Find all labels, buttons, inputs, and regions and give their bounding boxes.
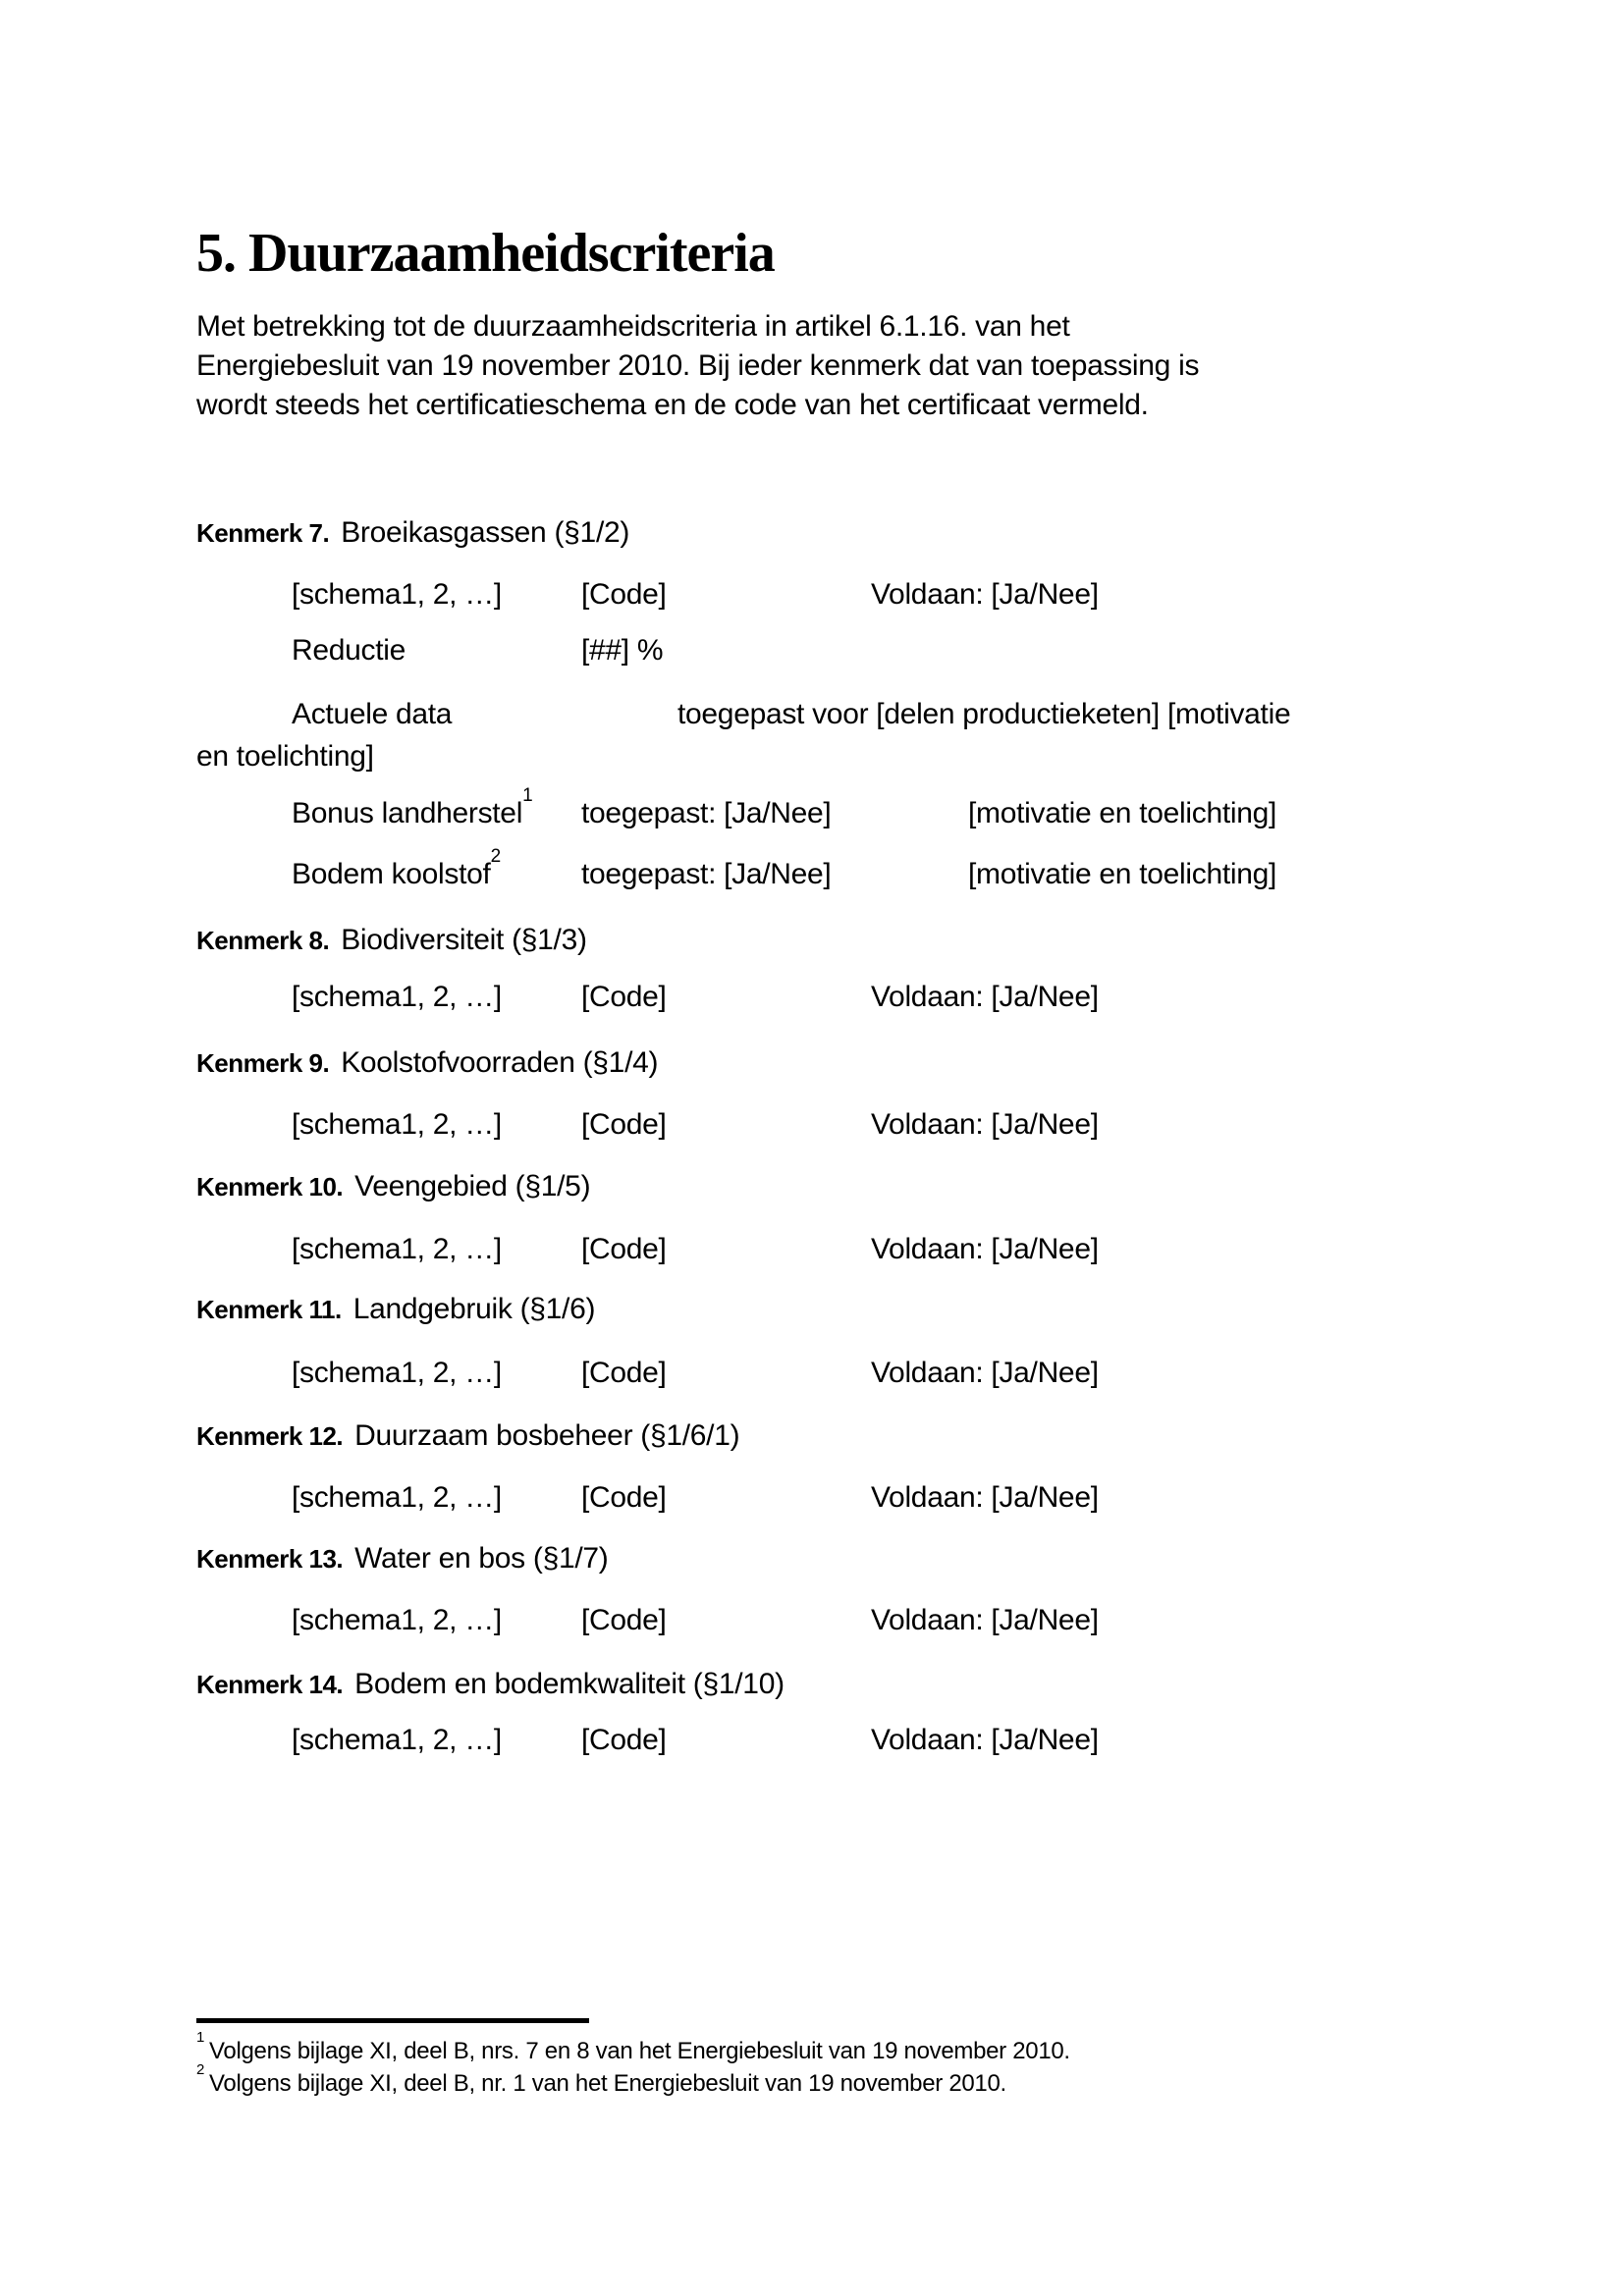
code-placeholder: [Code] bbox=[581, 1233, 667, 1265]
kenmerk-10-heading bbox=[196, 1167, 590, 1206]
voldaan-placeholder: Voldaan: [Ja/Nee] bbox=[871, 578, 1099, 611]
kenmerk-7-bonus-landherstel-row bbox=[196, 785, 1428, 833]
kenmerk-14-schema-row bbox=[196, 1721, 1428, 1760]
code-placeholder: [Code] bbox=[581, 1481, 667, 1514]
kenmerk-8-name: Biodiversiteit (§1/3) bbox=[341, 924, 587, 956]
schema-placeholder: [schema1, 2, …] bbox=[292, 1357, 502, 1389]
kenmerk-7-heading bbox=[196, 513, 629, 553]
schema-placeholder: [schema1, 2, …] bbox=[292, 1481, 502, 1514]
actuele-data-label: Actuele data bbox=[292, 698, 453, 730]
code-placeholder: [Code] bbox=[581, 578, 667, 611]
voldaan-placeholder: Voldaan: [Ja/Nee] bbox=[871, 1108, 1099, 1141]
voldaan-placeholder: Voldaan: [Ja/Nee] bbox=[871, 981, 1099, 1013]
schema-placeholder: [schema1, 2, …] bbox=[292, 1604, 502, 1636]
reductie-label: Reductie bbox=[292, 634, 406, 667]
footnote-2 bbox=[196, 2061, 1006, 2100]
kenmerk-12-label: Kenmerk 12. bbox=[196, 1421, 344, 1451]
kenmerk-7-label: Kenmerk 7. bbox=[196, 518, 330, 548]
kenmerk-12-schema-row bbox=[196, 1478, 1428, 1518]
voldaan-placeholder: Voldaan: [Ja/Nee] bbox=[871, 1481, 1099, 1514]
voldaan-placeholder: Voldaan: [Ja/Nee] bbox=[871, 1357, 1099, 1389]
footnote-2-text: Volgens bijlage XI, deel B, nr. 1 van het Energiebesluit van 19 november 2010. bbox=[209, 2070, 1006, 2097]
kenmerk-13-label: Kenmerk 13. bbox=[196, 1544, 344, 1574]
code-placeholder: [Code] bbox=[581, 981, 667, 1013]
kenmerk-9-label: Kenmerk 9. bbox=[196, 1048, 330, 1078]
intro-line-2: Energiebesluit van 19 november 2010. Bij ieder kenmerk dat van toepassing is bbox=[196, 349, 1200, 382]
schema-placeholder: [schema1, 2, …] bbox=[292, 578, 502, 611]
reductie-value: [##] % bbox=[581, 634, 664, 667]
bonus-landherstel-label: Bonus landherstel$^1$ bbox=[292, 785, 533, 829]
kenmerk-12-name: Duurzaam bosbeheer (§1/6/1) bbox=[354, 1419, 740, 1452]
kenmerk-8-label: Kenmerk 8. bbox=[196, 926, 330, 955]
kenmerk-10-label: Kenmerk 10. bbox=[196, 1172, 344, 1201]
kenmerk-9-name: Koolstofvoorraden (§1/4) bbox=[341, 1046, 659, 1079]
kenmerk-7-actuele-data-row bbox=[196, 695, 1428, 734]
kenmerk-13-heading bbox=[196, 1539, 608, 1578]
footnote-ref-1: 1 bbox=[522, 785, 533, 806]
actuele-data-wrap-line: en toelichting] bbox=[196, 740, 374, 773]
kenmerk-11-heading bbox=[196, 1290, 595, 1329]
bonus-landherstel-value: toegepast: [Ja/Nee] bbox=[581, 797, 832, 829]
schema-placeholder: [schema1, 2, …] bbox=[292, 1233, 502, 1265]
voldaan-placeholder: Voldaan: [Ja/Nee] bbox=[871, 1233, 1099, 1265]
kenmerk-14-name: Bodem en bodemkwaliteit (§1/10) bbox=[354, 1668, 785, 1700]
kenmerk-7-name: Broeikasgassen (§1/2) bbox=[341, 516, 630, 549]
kenmerk-8-schema-row bbox=[196, 978, 1428, 1017]
kenmerk-10-schema-row bbox=[196, 1230, 1428, 1269]
footnote-2-marker: 2 bbox=[196, 2061, 205, 2078]
voldaan-placeholder: Voldaan: [Ja/Nee] bbox=[871, 1604, 1099, 1636]
kenmerk-10-name: Veengebied (§1/5) bbox=[354, 1170, 591, 1202]
code-placeholder: [Code] bbox=[581, 1724, 667, 1756]
actuele-data-value: toegepast voor [delen productieketen] [motivatie bbox=[677, 698, 1291, 730]
schema-placeholder: [schema1, 2, …] bbox=[292, 1724, 502, 1756]
kenmerk-13-name: Water en bos (§1/7) bbox=[354, 1542, 609, 1575]
voldaan-placeholder: Voldaan: [Ja/Nee] bbox=[871, 1724, 1099, 1756]
schema-placeholder: [schema1, 2, …] bbox=[292, 1108, 502, 1141]
kenmerk-13-schema-row bbox=[196, 1601, 1428, 1640]
intro-line-3: wordt steeds het certificatieschema en de code van het certificaat vermeld. bbox=[196, 389, 1149, 421]
intro-line-1: Met betrekking tot de duurzaamheidscriteria in artikel 6.1.16. van het bbox=[196, 310, 1070, 343]
footnote-1-marker: 1 bbox=[196, 2029, 205, 2046]
kenmerk-14-heading bbox=[196, 1665, 785, 1704]
kenmerk-8-heading bbox=[196, 921, 587, 960]
code-placeholder: [Code] bbox=[581, 1604, 667, 1636]
kenmerk-7-schema-row bbox=[196, 575, 1428, 614]
footnote-separator bbox=[196, 2018, 589, 2023]
code-placeholder: [Code] bbox=[581, 1357, 667, 1389]
page-title: 5. Duurzaamheidscriteria bbox=[196, 222, 775, 284]
kenmerk-14-label: Kenmerk 14. bbox=[196, 1670, 344, 1699]
footnote-1 bbox=[196, 2029, 1070, 2067]
code-placeholder: [Code] bbox=[581, 1108, 667, 1141]
bodem-koolstof-label: Bodem koolstof$^2$ bbox=[292, 846, 501, 890]
kenmerk-9-schema-row bbox=[196, 1105, 1428, 1145]
kenmerk-12-heading bbox=[196, 1416, 739, 1456]
kenmerk-7-bodem-koolstof-row bbox=[196, 846, 1428, 894]
bodem-koolstof-value: toegepast: [Ja/Nee] bbox=[581, 858, 832, 890]
kenmerk-9-heading bbox=[196, 1043, 658, 1083]
schema-placeholder: [schema1, 2, …] bbox=[292, 981, 502, 1013]
footnote-1-text: Volgens bijlage XI, deel B, nrs. 7 en 8 van het Energiebesluit van 19 november 2010. bbox=[209, 2038, 1070, 2064]
bonus-landherstel-note: [motivatie en toelichting] bbox=[968, 797, 1277, 829]
footnote-ref-2: 2 bbox=[490, 846, 501, 867]
kenmerk-7-reductie-row bbox=[196, 631, 1428, 670]
bodem-koolstof-note: [motivatie en toelichting] bbox=[968, 858, 1277, 890]
kenmerk-11-label: Kenmerk 11. bbox=[196, 1295, 342, 1324]
kenmerk-11-schema-row bbox=[196, 1354, 1428, 1393]
kenmerk-11-name: Landgebruik (§1/6) bbox=[352, 1293, 596, 1325]
